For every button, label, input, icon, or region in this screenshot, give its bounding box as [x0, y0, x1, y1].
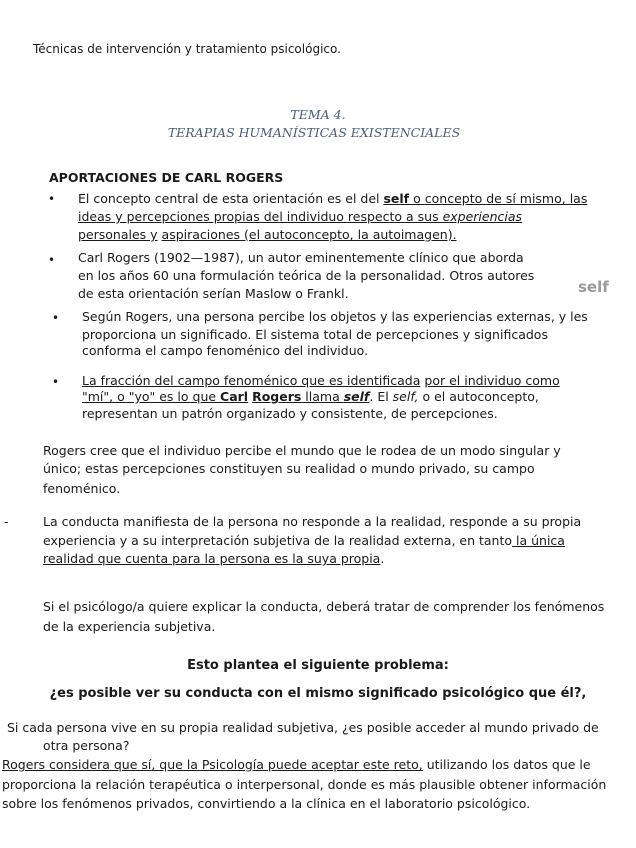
paragraph-reto-line3: sobre los fenómenos privados, convirtiendo a la clínica en el laboratorio psicológico.: [2, 796, 531, 811]
document-header: Técnicas de intervención y tratamiento psicológico.: [33, 42, 341, 56]
paragraph-mundo-line1: Rogers cree que el individuo percibe el mundo que le rodea de un modo singular y: [43, 443, 561, 458]
paragraph-rogers-line3: de esta orientación serían Maslow o Frankl.: [78, 286, 349, 301]
paragraph-percepcion-line2: proporciona un significado. El sistema total de percepciones y significados: [82, 327, 548, 342]
problem-question: ¿es posible ver su conducta con el mismo significado psicológico que él?,: [49, 686, 587, 701]
paragraph-reto-line1: Rogers considera que sí, que la Psicología puede aceptar este reto, utilizando los datos que le: [2, 757, 591, 772]
bullet-icon: •: [48, 192, 56, 206]
problem-heading: Esto plantea el siguiente problema:: [187, 658, 449, 673]
paragraph-conducta-line3: realidad que cuenta para la persona es la suya propia.: [43, 551, 385, 566]
paragraph-fraccion-line1: La fracción del campo fenoménico que es identificada por el individuo como: [82, 373, 560, 388]
paragraph-fraccion-line2: "mí", o "yo" es lo que Carl Rogers llama self. El self, o el autoconcepto,: [82, 389, 539, 404]
paragraph-rogers-line2: en los años 60 una formulación teórica de la personalidad. Otros autores: [78, 268, 535, 283]
paragraph-psicologo-line1: Si el psicólogo/a quiere explicar la conducta, deberá tratar de comprender los fenómenos: [43, 599, 605, 614]
self-margin-label: self: [578, 278, 609, 296]
tema-title: TERAPIAS HUMANÍSTICAS EXISTENCIALES: [167, 125, 461, 140]
tema-number: TEMA 4.: [290, 107, 346, 122]
paragraph-reto-line2: proporciona la relación terapéutica o interpersonal, donde es más plausible obtener información: [2, 777, 607, 792]
paragraph-fraccion-line3: representan un patrón organizado y consistente, de percepciones.: [82, 406, 498, 421]
paragraph-realidad-line2: otra persona?: [43, 738, 130, 753]
bullet-icon: •: [52, 311, 60, 325]
paragraph-percepcion-line3: conforma el campo fenoménico del individuo.: [82, 343, 369, 358]
bullet-icon: •: [48, 253, 56, 267]
section-heading: APORTACIONES DE CARL ROGERS: [49, 170, 284, 185]
paragraph-percepcion-line1: Según Rogers, una persona percibe los objetos y las experiencias externas, y les: [82, 309, 588, 324]
paragraph-realidad-line1: Si cada persona vive en su propia realidad subjetiva, ¿es posible acceder al mundo privado de: [7, 720, 599, 735]
bullet-icon: •: [52, 375, 60, 389]
paragraph-conducta-line2: experiencia y a su interpretación subjetiva de la realidad externa, en tanto la única: [43, 533, 565, 548]
paragraph-conducta-line1: La conducta manifiesta de la persona no responde a la realidad, responde a su propia: [43, 514, 582, 529]
paragraph-rogers-line1: Carl Rogers (1902—1987), un autor eminentemente clínico que aborda: [78, 250, 524, 265]
paragraph-psicologo-line2: de la experiencia subjetiva.: [43, 619, 216, 634]
paragraph-self-line1: El concepto central de esta orientación es el del self o concepto de sí mismo, las: [78, 191, 588, 206]
dash-marker: -: [4, 514, 9, 529]
paragraph-mundo-line3: fenoménico.: [43, 481, 121, 496]
paragraph-mundo-line2: único; estas percepciones constituyen su realidad o mundo privado, su campo: [43, 461, 535, 476]
paragraph-self-line2: ideas y percepciones propias del individuo respecto a sus experiencias: [78, 209, 523, 224]
paragraph-self-line3: personales y aspiraciones (el autoconcepto, la autoimagen).: [78, 227, 457, 242]
